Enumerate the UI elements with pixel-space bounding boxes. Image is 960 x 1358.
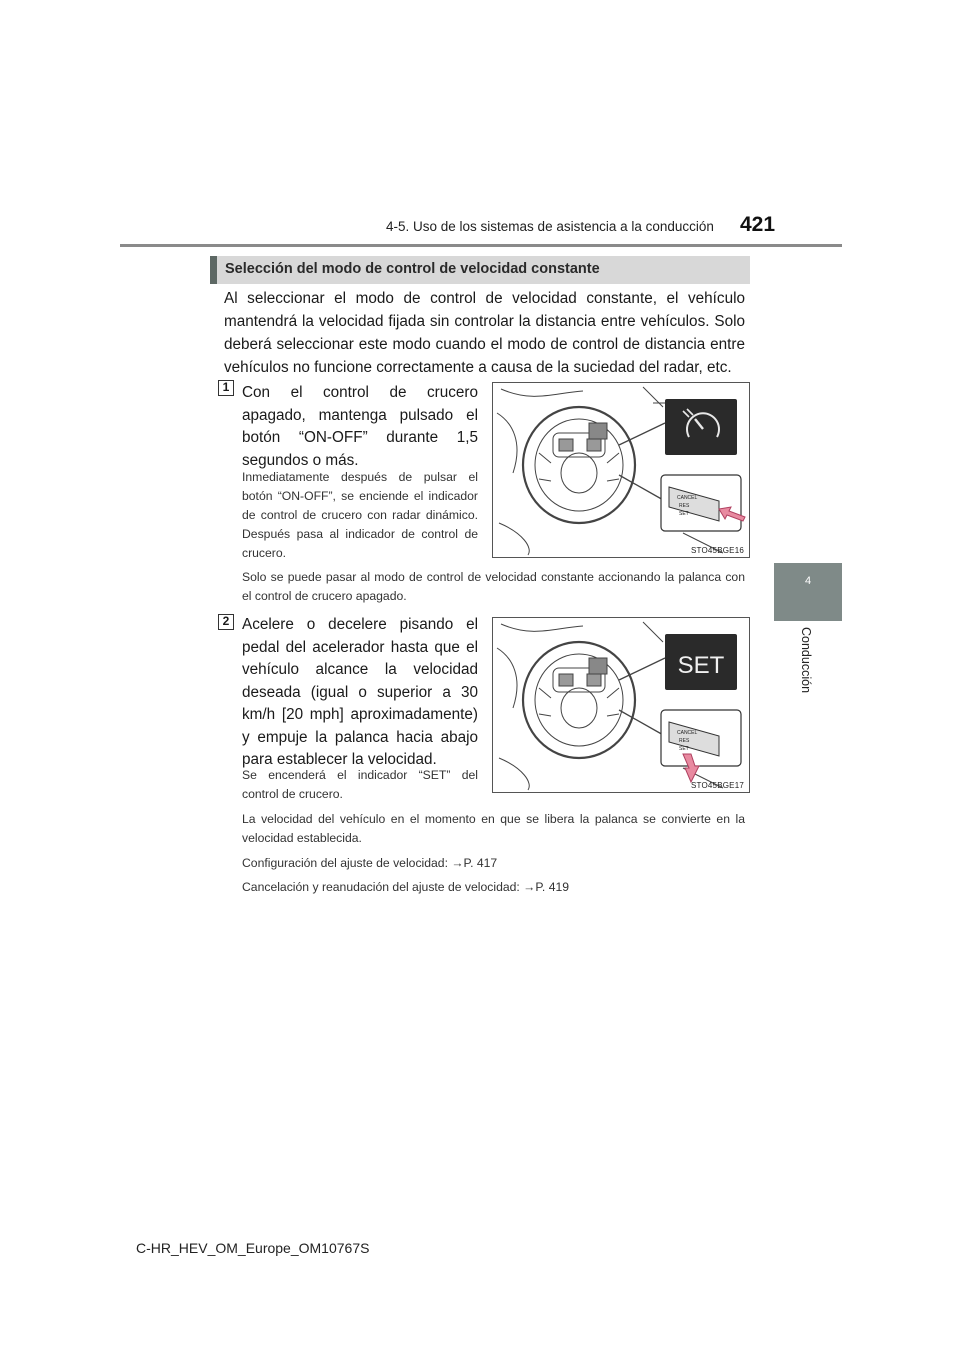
svg-text:RES: RES — [679, 738, 690, 744]
svg-text:CANCEL: CANCEL — [677, 495, 698, 501]
page-number: 421 — [740, 213, 776, 236]
section-title: Selección del modo de control de velocidad constante — [225, 261, 600, 277]
running-header: 4-5. Uso de los sistemas de asistencia a la conducción — [386, 219, 714, 234]
ref-cancel-resume: Cancelación y reanudación del ajuste de velocidad: →P. 419 — [242, 880, 570, 894]
section-heading — [210, 256, 750, 284]
figure-steering-wheel-1 — [492, 382, 750, 558]
svg-text:SET: SET — [679, 511, 689, 517]
ref-speed-setting: Configuración del ajuste de velocidad: →P. 417 — [242, 856, 498, 870]
figure-code-1: STO45BGE16 — [691, 546, 744, 555]
figure-steering-wheel-2 — [492, 617, 750, 793]
document-footer: C-HR_HEV_OM_Europe_OM10767S — [136, 1240, 370, 1256]
header-rule — [120, 244, 842, 247]
set-indicator-text: SET — [677, 652, 725, 679]
chapter-tab — [774, 563, 842, 621]
step-1-note: Inmediatamente después de pulsar el botón “ON-OFF”, se enciende el indicador de control de crucero con radar dinámico. Después pasa al indicador de control de crucero. — [242, 470, 478, 560]
svg-text:CANCEL: CANCEL — [677, 730, 698, 736]
step-2-note: Se encenderá el indicador “SET” del control de crucero. — [242, 768, 478, 801]
chapter-label: Conducción — [799, 627, 813, 694]
step-1-badge: 1 — [218, 380, 234, 396]
step-1-text: Con el control de crucero apagado, mantenga pulsado el botón “ON-OFF” durante 1,5 segundos o más. — [242, 384, 478, 469]
steering-wheel-illustration-1 — [493, 383, 749, 557]
steering-wheel-illustration-2 — [493, 618, 749, 792]
step-2-badge: 2 — [218, 614, 234, 630]
step-1-note-wide: Solo se puede pasar al modo de control de velocidad constante accionando la palanca con el control de crucero apagado. — [242, 570, 745, 603]
intro-paragraph: Al seleccionar el modo de control de velocidad constante, el vehículo mantendrá la velocidad fijada sin controlar la distancia entre vehículos. Solo deberá seleccionar este modo cuando el modo de control de distancia entre vehículos no funcione correctamente a causa de la suciedad del radar, etc. — [224, 290, 745, 376]
figure-code-2: STO45BGE17 — [691, 781, 744, 790]
section-accent — [210, 256, 217, 284]
step-2-note-wide: La velocidad del vehículo en el momento en que se libera la palanca se convierte en la velocidad establecida. — [242, 812, 745, 845]
svg-text:RES: RES — [679, 503, 690, 509]
svg-text:SET: SET — [679, 746, 689, 752]
step-2-text: Acelere o decelere pisando el pedal del acelerador hasta que el vehículo alcance la velocidad deseada (igual o superior a 30 km/h [20 mph] aproximadamente) y empuje la palanca hacia abajo para establecer la velocidad. — [242, 616, 478, 768]
chapter-number: 4 — [804, 575, 812, 587]
